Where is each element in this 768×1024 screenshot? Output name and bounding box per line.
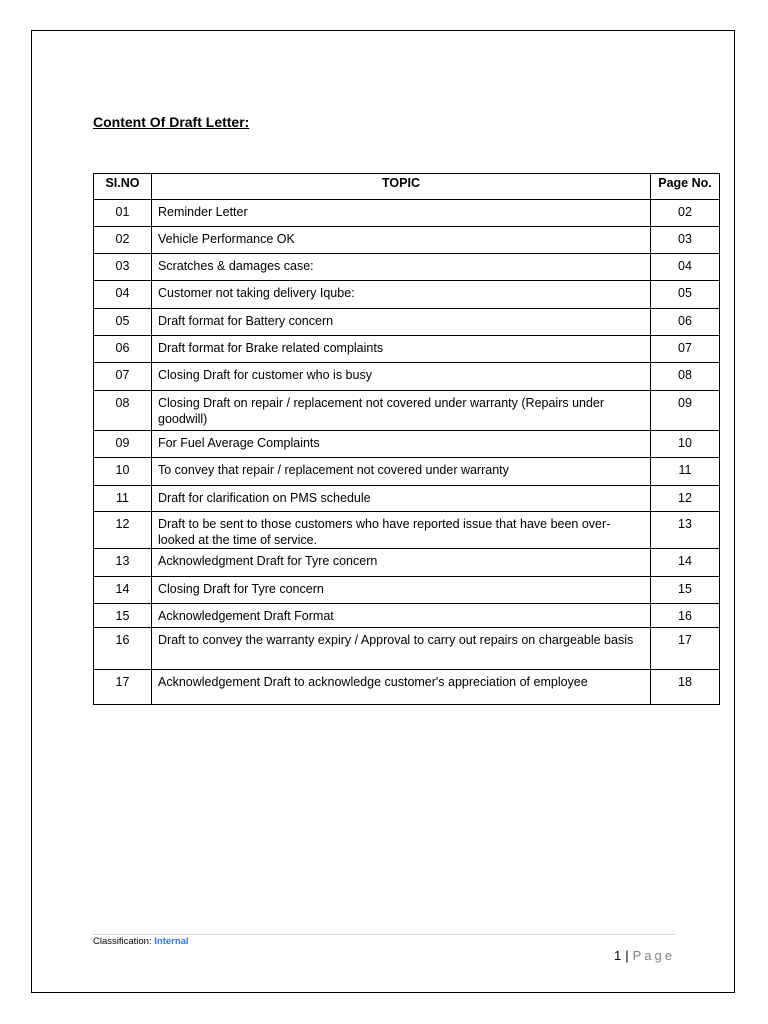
classification-label (93, 936, 189, 947)
row-page-no: 15 (651, 577, 720, 604)
table-row (94, 254, 720, 281)
row-sl-no: 15 (94, 604, 152, 628)
row-topic: For Fuel Average Complaints (152, 431, 651, 458)
row-topic: Reminder Letter (152, 200, 651, 227)
document-title: Content Of Draft Letter: (93, 114, 250, 130)
column-header-page-no: Page No. (651, 174, 720, 200)
table-row (94, 604, 720, 628)
row-topic: Acknowledgment Draft for Tyre concern (152, 549, 651, 577)
table-row (94, 549, 720, 577)
row-page-no: 07 (651, 336, 720, 363)
row-page-no: 10 (651, 431, 720, 458)
row-sl-no: 05 (94, 309, 152, 336)
table-body (94, 200, 720, 705)
table-row (94, 281, 720, 309)
page-number: 1 (614, 948, 622, 963)
row-page-no: 14 (651, 549, 720, 577)
row-sl-no: 13 (94, 549, 152, 577)
table-row (94, 670, 720, 705)
table-header-row (94, 174, 720, 200)
table-row (94, 391, 720, 431)
row-sl-no: 06 (94, 336, 152, 363)
row-sl-no: 11 (94, 486, 152, 512)
row-page-no: 09 (651, 391, 720, 431)
row-topic: Acknowledgement Draft to acknowledge customer's appreciation of employee (152, 670, 651, 705)
table-row (94, 512, 720, 549)
row-topic: Draft for clarification on PMS schedule (152, 486, 651, 512)
row-sl-no: 02 (94, 227, 152, 254)
row-sl-no: 12 (94, 512, 152, 549)
row-topic: Vehicle Performance OK (152, 227, 651, 254)
row-page-no: 13 (651, 512, 720, 549)
row-sl-no: 01 (94, 200, 152, 227)
row-topic: Closing Draft on repair / replacement not covered under warranty (Repairs under goodwill) (152, 391, 651, 431)
row-page-no: 16 (651, 604, 720, 628)
column-header-topic: TOPIC (152, 174, 651, 200)
row-page-no: 02 (651, 200, 720, 227)
row-topic: Draft to be sent to those customers who have reported issue that have been over-looked at the time of service. (152, 512, 651, 549)
row-page-no: 04 (651, 254, 720, 281)
row-topic: Scratches & damages case: (152, 254, 651, 281)
row-page-no: 17 (651, 628, 720, 670)
table-row (94, 458, 720, 486)
table-row (94, 227, 720, 254)
table-row (94, 309, 720, 336)
page-separator: | (625, 948, 629, 963)
row-topic: Closing Draft for customer who is busy (152, 363, 651, 391)
row-page-no: 03 (651, 227, 720, 254)
table-row (94, 363, 720, 391)
column-header-sl-no: SI.NO (94, 174, 152, 200)
row-page-no: 12 (651, 486, 720, 512)
row-topic: Draft format for Brake related complaints (152, 336, 651, 363)
row-topic: Draft to convey the warranty expiry / Approval to carry out repairs on chargeable basis (152, 628, 651, 670)
table-row (94, 431, 720, 458)
row-page-no: 06 (651, 309, 720, 336)
row-sl-no: 17 (94, 670, 152, 705)
row-sl-no: 04 (94, 281, 152, 309)
footer-divider (93, 934, 675, 935)
page-number-footer (614, 948, 675, 963)
row-sl-no: 16 (94, 628, 152, 670)
row-sl-no: 10 (94, 458, 152, 486)
row-topic: Acknowledgement Draft Format (152, 604, 651, 628)
row-topic: Customer not taking delivery Iqube: (152, 281, 651, 309)
row-page-no: 11 (651, 458, 720, 486)
classification-value: Internal (154, 936, 189, 947)
row-sl-no: 08 (94, 391, 152, 431)
row-sl-no: 03 (94, 254, 152, 281)
table-row (94, 486, 720, 512)
table-row (94, 336, 720, 363)
row-page-no: 08 (651, 363, 720, 391)
row-topic: To convey that repair / replacement not covered under warranty (152, 458, 651, 486)
row-topic: Draft format for Battery concern (152, 309, 651, 336)
table-row (94, 577, 720, 604)
page-word: Page (632, 948, 675, 963)
table-row (94, 628, 720, 670)
row-topic: Closing Draft for Tyre concern (152, 577, 651, 604)
table-row (94, 200, 720, 227)
row-sl-no: 14 (94, 577, 152, 604)
row-page-no: 05 (651, 281, 720, 309)
classification-caption: Classification: (93, 936, 152, 947)
row-page-no: 18 (651, 670, 720, 705)
row-sl-no: 09 (94, 431, 152, 458)
contents-table (93, 173, 720, 705)
row-sl-no: 07 (94, 363, 152, 391)
